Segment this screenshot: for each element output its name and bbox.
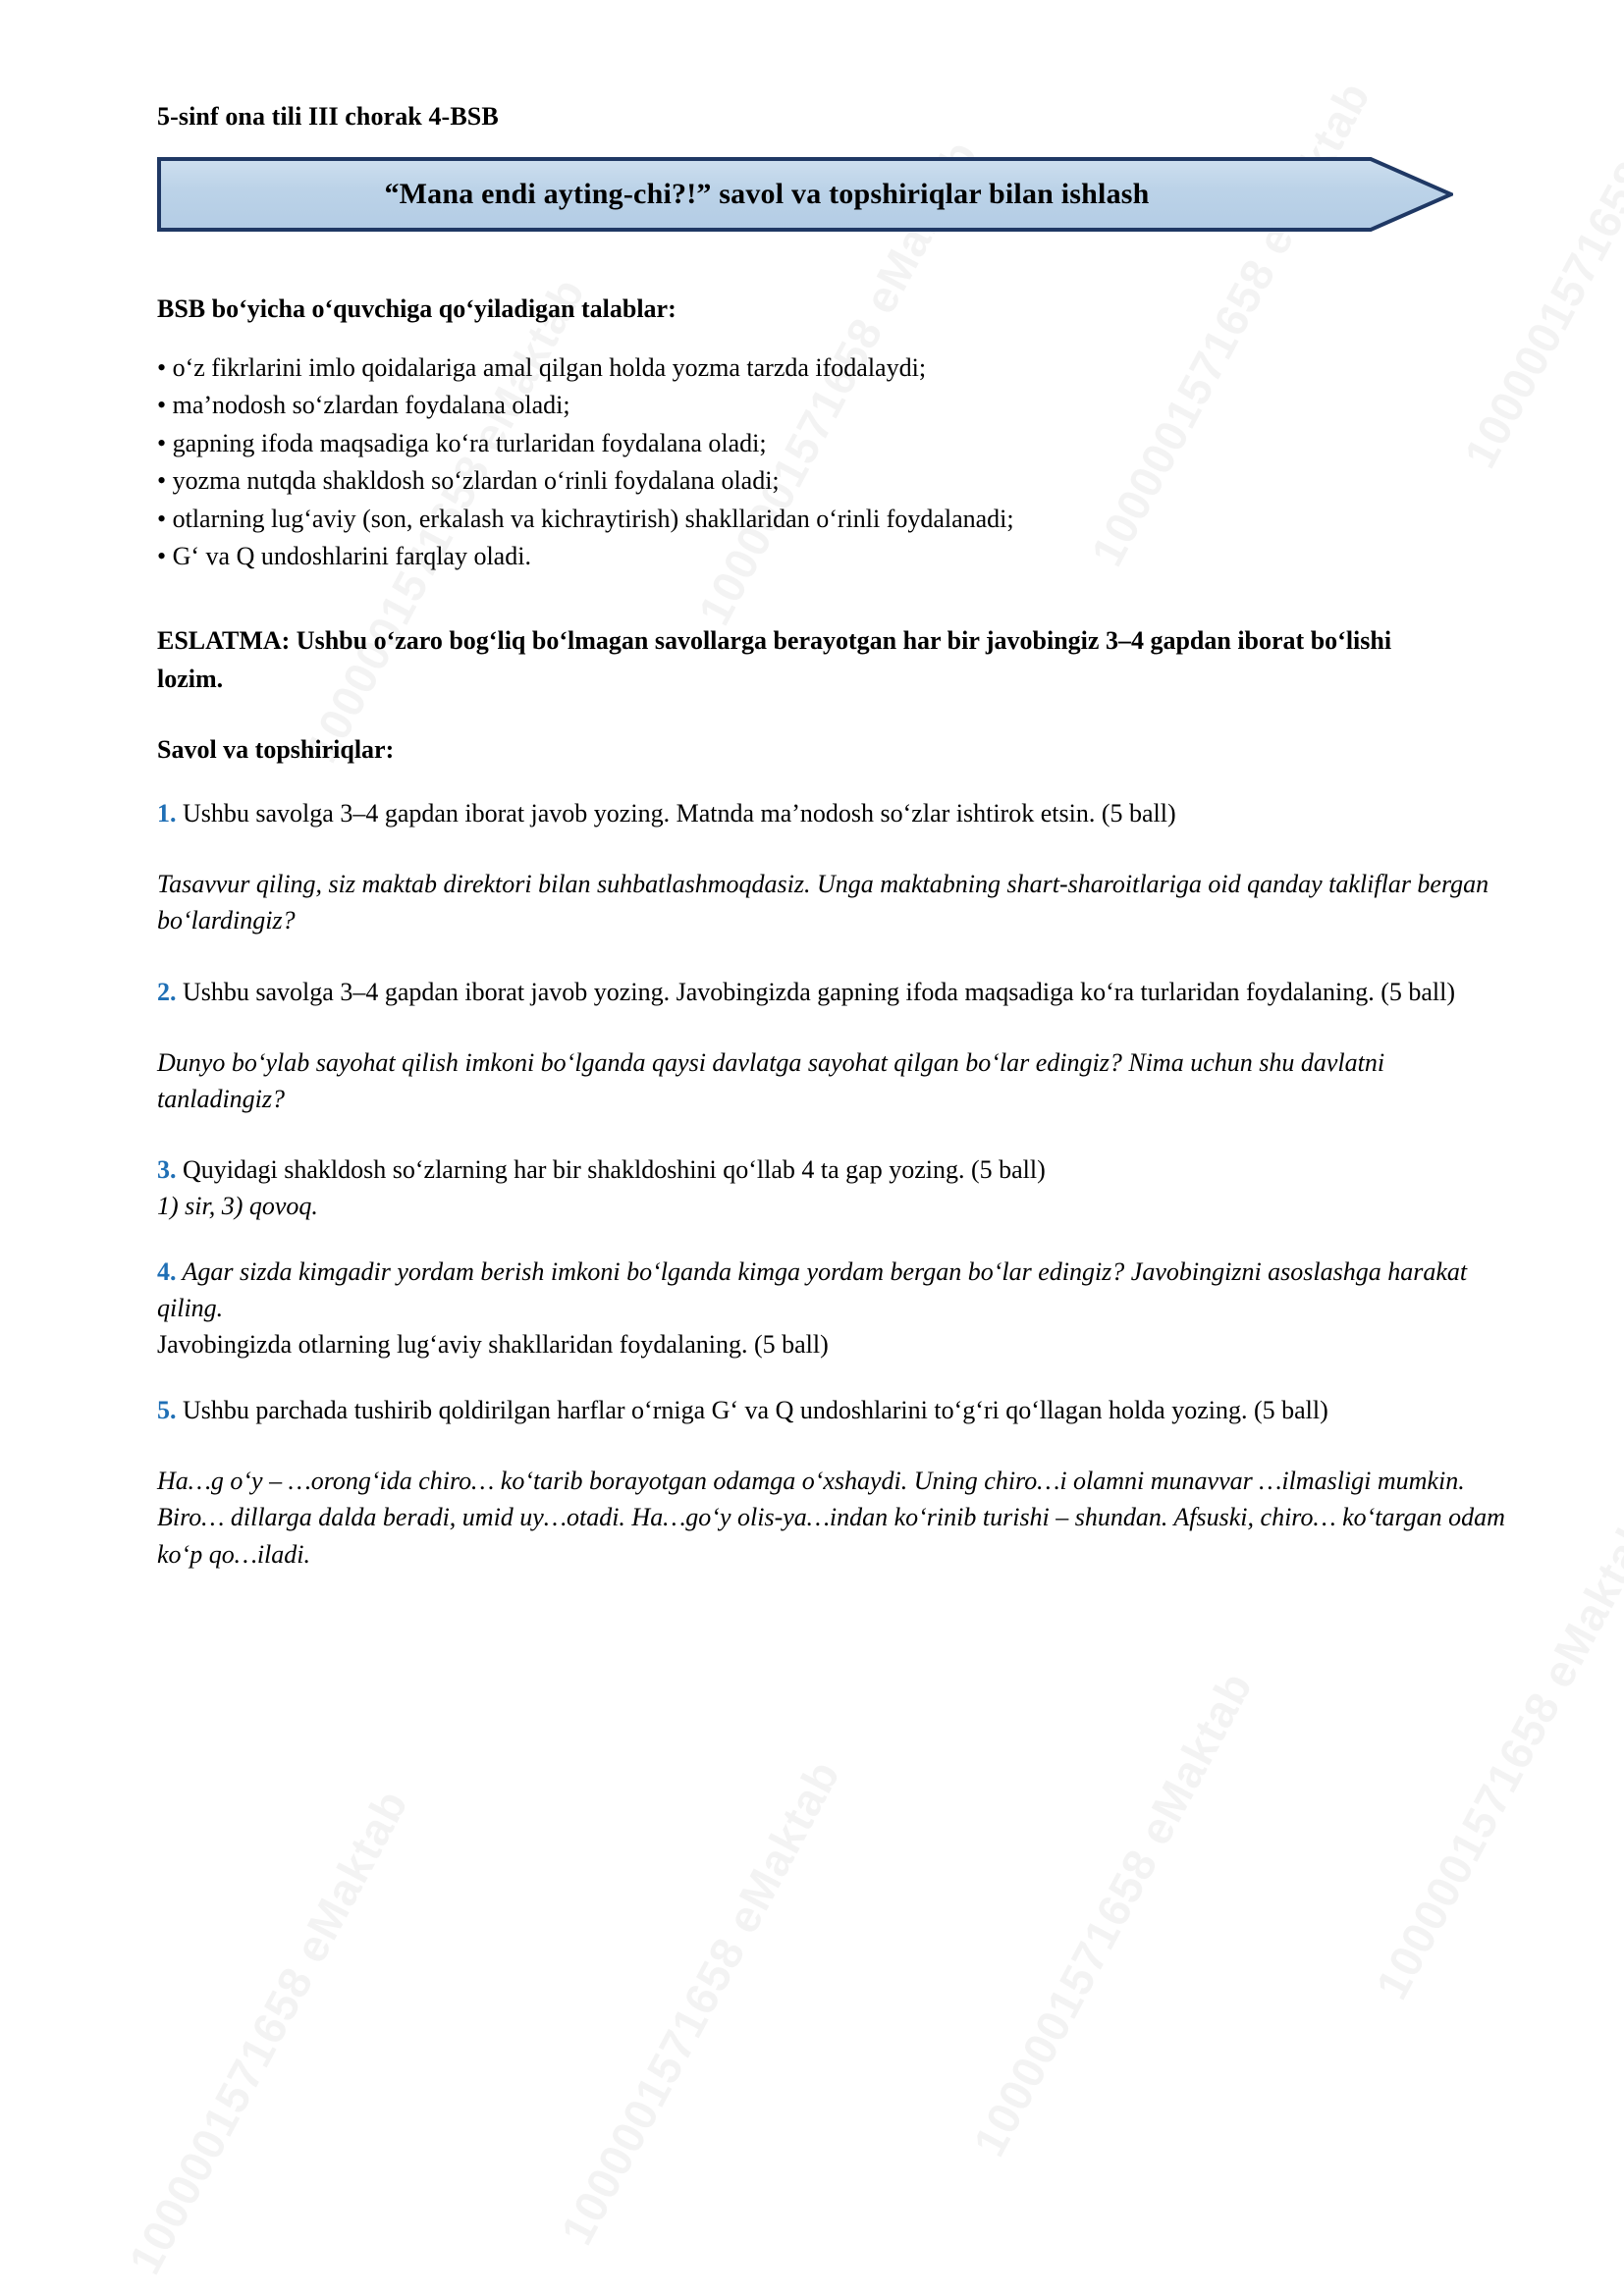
question-text bbox=[157, 975, 1502, 1011]
question-prompt: Quyidagi shakldosh so‘zlarning har bir shakldoshini qo‘llab 4 ta gap yozing. (5 ball) bbox=[176, 1155, 1046, 1185]
watermark-text bbox=[118, 1781, 418, 2282]
requirement-item: • otlarning lug‘aviy (son, erkalash va kichraytirish) shakllaridan o‘rinli foydalanadi; bbox=[157, 504, 1014, 533]
question-prompt-italic: Agar sizda kimgadir yordam berish imkoni bo‘lganda kimga yordam bergan bo‘lar edingiz? Javobingizni asoslashga harakat qiling. bbox=[157, 1257, 1468, 1323]
banner bbox=[157, 157, 1453, 232]
question-passage: 1) sir, 3) qovoq. bbox=[157, 1192, 318, 1221]
question-text bbox=[157, 1255, 1502, 1327]
question-prompt: Ushbu parchada tushirib qoldirilgan harflar o‘rniga G‘ va Q undoshlarini to‘g‘ri qo‘llagan holda yozing. (5 ball) bbox=[176, 1395, 1328, 1424]
document-header: 5-sinf ona tili III chorak 4-BSB bbox=[157, 102, 499, 131]
question-passage: Ha…g o‘y – …orong‘ida chiro… ko‘tarib borayotgan odamga o‘xshaydi. Uning chiro…i olamni munavvar …ilmasligi mumkin. Biro… dillarga dalda beradi, umid uy…otadi. Ha…go‘y olis-ya…indan ko‘rinib turishi – shundan. Afsuski, chiro… ko‘targan odam ko‘p qo…iladi. bbox=[157, 1466, 1505, 1569]
question-block bbox=[157, 1152, 1506, 1225]
question-passage: Dunyo bo‘ylab sayohat qilish imkoni bo‘lganda qaysi davlatga sayohat qilgan bo‘lar edingiz? Nima uchun shu davlatni tanladingiz? bbox=[157, 1047, 1385, 1113]
question-number: 5. bbox=[157, 1395, 177, 1424]
banner-title: “Mana endi ayting-chi?!” savol va topshiriqlar bilan ishlash bbox=[384, 178, 1150, 210]
question-number: 3. bbox=[157, 1155, 177, 1185]
question-text bbox=[157, 796, 1502, 832]
question-prompt: Ushbu savolga 3–4 gapdan iborat javob yozing. Javobingizda gapning ifoda maqsadiga ko‘ra turlaridan foydalaning. (5 ball) bbox=[176, 977, 1456, 1006]
requirement-item: • ma’nodosh so‘zlardan foydalana oladi; bbox=[157, 391, 570, 420]
questions-heading: Savol va topshiriqlar: bbox=[157, 734, 395, 764]
watermark-text bbox=[1365, 1506, 1624, 2007]
question-block bbox=[157, 796, 1506, 832]
question-number: 1. bbox=[157, 798, 177, 828]
requirement-item: • o‘z fikrlarini imlo qoidalariga amal qilgan holda yozma tarzda ifodalaydi; bbox=[157, 353, 927, 382]
question-text bbox=[157, 1393, 1502, 1429]
requirement-item: • G‘ va Q undoshlarini farqlay oladi. bbox=[157, 542, 531, 571]
question-number: 2. bbox=[157, 977, 177, 1006]
question-number: 4. bbox=[157, 1257, 177, 1287]
requirements-list bbox=[157, 349, 1506, 576]
requirement-item: • gapning ifoda maqsadiga ko‘ra turlaridan foydalana oladi; bbox=[157, 428, 767, 457]
question-block bbox=[157, 975, 1506, 1011]
question-block bbox=[157, 1255, 1506, 1363]
requirement-item: • yozma nutqda shakldosh so‘zlardan o‘rinli foydalana oladi; bbox=[157, 466, 780, 496]
eslatma-note: ESLATMA: Ushbu o‘zaro bog‘liq bo‘lmagan savollarga berayotgan har bir javobingiz 3–4 gapdan iborat bo‘lishi lozim. bbox=[157, 625, 1392, 693]
watermark-text bbox=[962, 1663, 1263, 2164]
question-block bbox=[157, 1393, 1506, 1429]
requirements-title: BSB bo‘yicha o‘quvchiga qo‘yiladigan talablar: bbox=[157, 294, 677, 323]
question-text bbox=[157, 1152, 1502, 1189]
question-prompt: Ushbu savolga 3–4 gapdan iborat javob yozing. Matnda ma’nodosh so‘zlar ishtirok etsin. (5 ball) bbox=[176, 798, 1176, 828]
question-prompt-plain: Javobingizda otlarning lug‘aviy shakllaridan foydalaning. (5 ball) bbox=[157, 1330, 829, 1359]
watermark-text bbox=[550, 1751, 850, 2253]
question-passage: Tasavvur qiling, siz maktab direktori bilan suhbatlashmoqdasiz. Unga maktabning shart-sharoitlariga oid qanday takliflar bergan bo‘lardingiz? bbox=[157, 869, 1489, 935]
